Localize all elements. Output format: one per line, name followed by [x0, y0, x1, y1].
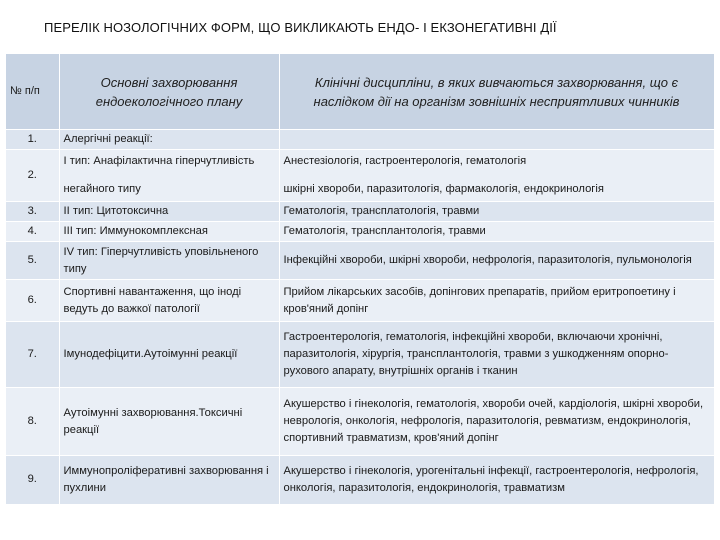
row-disease-line1: І тип: Анафілактична гіперчутливість [63, 154, 255, 167]
row-number: 7. [6, 322, 59, 388]
row-disciplines-line2: шкірні хвороби, паразитологія, фармакологія, ендокринологія [283, 182, 604, 195]
row-number: 1. [6, 130, 59, 150]
table-row [6, 280, 714, 322]
row-number: 4. [6, 222, 59, 242]
row-disciplines: Акушерство і гінекологія, урогенітальні інфекції, гастроентерологія, нефрологія, онкологія, паразитологія, ендокринологія, травматизм [279, 456, 714, 504]
row-disciplines [279, 150, 714, 202]
row-disease: ІІ тип: Цитотоксична [59, 202, 279, 222]
row-number: 5. [6, 242, 59, 280]
table-row [6, 456, 714, 504]
header-disciplines: Клінічні дисципліни, в яких вивчаються захворювання, що є наслідком дії на організм зовнішніх несприятливих чинників [279, 54, 714, 130]
row-disease: Иммунопроліферативні захворювання і пухлини [59, 456, 279, 504]
row-disease: Алергічні реакції: [59, 130, 279, 150]
row-disease: Аутоімунні захворювання.Токсичні реакції [59, 388, 279, 456]
row-disease: Спортивні навантаження, що іноді ведуть до важкої патології [59, 280, 279, 322]
row-disciplines: Прийом лікарських засобів, допінгових препаратів, прийом еритропоетину і кров'яний допінг [279, 280, 714, 322]
row-number: 8. [6, 388, 59, 456]
row-disciplines: Гематологія, трансплатологія, травми [279, 202, 714, 222]
nosology-table [6, 53, 715, 504]
row-disease: Імунодефіцити.Аутоімунні реакції [59, 322, 279, 388]
table-row [6, 222, 714, 242]
row-number: 9. [6, 456, 59, 504]
row-number: 6. [6, 280, 59, 322]
row-disciplines: Акушерство і гінекологія, гематологія, хвороби очей, кардіологія, шкірні хвороби, неврологія, онкологія, нефрологія, паразитологія, ревматизм, ендокринологія, спортивний травматизм, кров'яний допінг [279, 388, 714, 456]
row-disease-line2: негайного типу [63, 182, 141, 195]
table-row [6, 130, 714, 150]
row-disciplines: Гематологія, трансплантологія, травми [279, 222, 714, 242]
header-number: № п/п [6, 54, 59, 130]
row-disease: IV тип: Гіперчутливість уповільненого типу [59, 242, 279, 280]
row-number: 3. [6, 202, 59, 222]
row-disciplines [279, 130, 714, 150]
row-disease [59, 150, 279, 202]
table-row [6, 150, 714, 202]
table-row [6, 388, 714, 456]
row-number: 2. [6, 150, 59, 202]
table-row [6, 322, 714, 388]
table-row [6, 242, 714, 280]
row-disciplines-line1: Анестезіологія, гастроентерологія, гематологія [283, 154, 527, 167]
row-disciplines: Інфекційні хвороби, шкірні хвороби, нефрологія, паразитологія, пульмонологія [279, 242, 714, 280]
table-row [6, 202, 714, 222]
row-disease: ІІІ тип: Иммунокомплексная [59, 222, 279, 242]
page-title: ПЕРЕЛІК НОЗОЛОГІЧНИХ ФОРМ, ЩО ВИКЛИКАЮТЬ ЕНДО- І ЕКЗОНЕГАТИВНІ ДІЇ [44, 20, 557, 35]
row-disciplines: Гастроентерологія, гематологія, інфекційні хвороби, включаючи хронічні, паразитологія, хірургія, трансплантологія, травми з ушкодженням опорно-рухового апарату, внутрішніх органів і тканин [279, 322, 714, 388]
header-diseases: Основні захворювання ендоекологічного плану [59, 54, 279, 130]
table-header [6, 54, 714, 130]
